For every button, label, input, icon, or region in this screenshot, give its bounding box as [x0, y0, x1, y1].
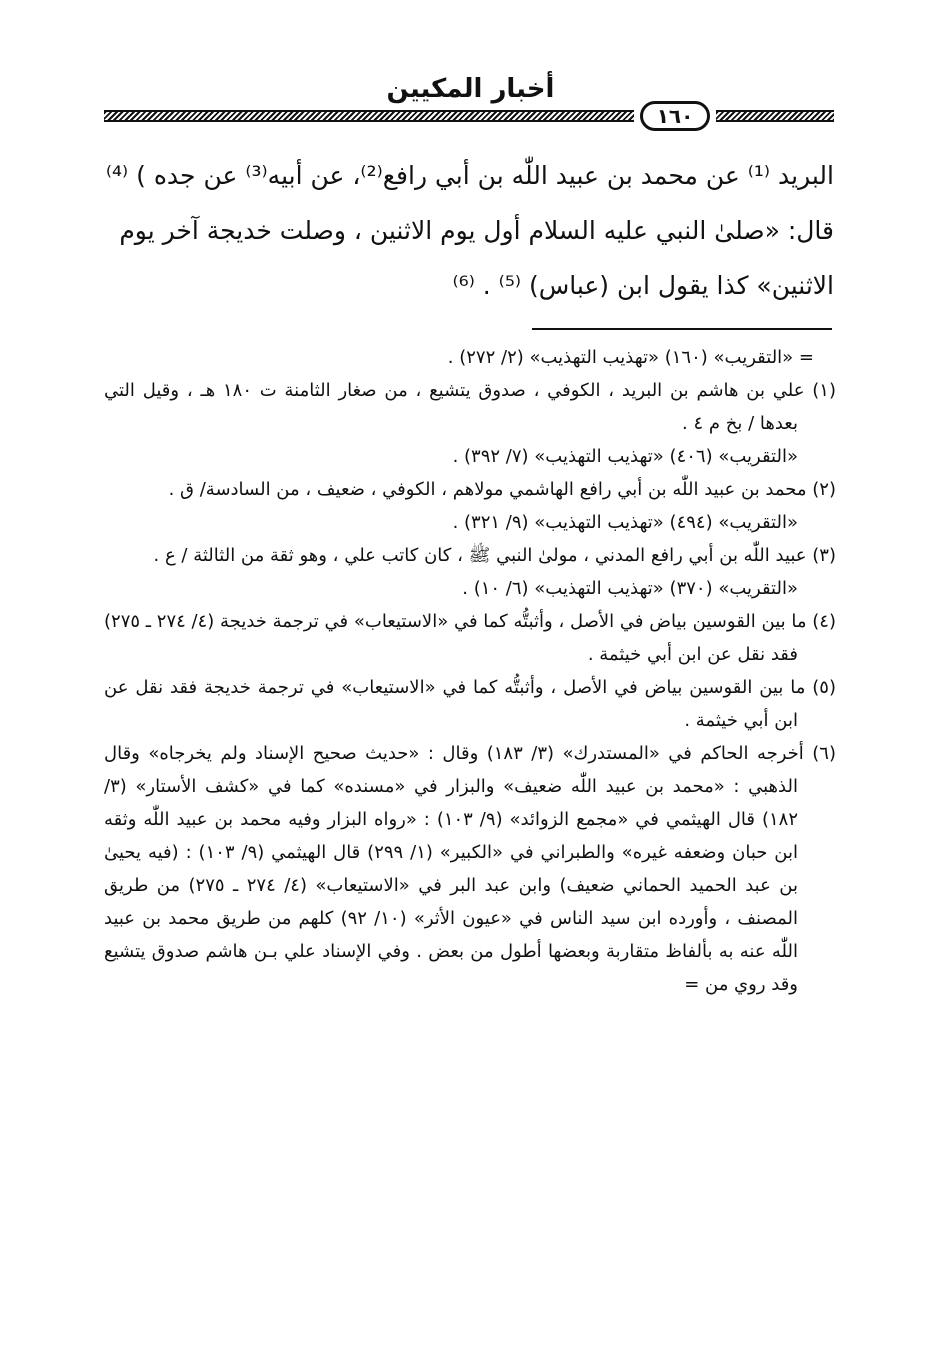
main-text-line: قال: «صلىٰ النبي عليه السلام أول يوم الاثنين ، وصلت خديجة آخر يوم	[119, 216, 834, 245]
header-rule-right	[716, 110, 834, 122]
footnote-reference: «التقريب» (٣٧٠) «تهذيب التهذيب» (٦/ ١٠) .	[462, 578, 798, 599]
footnotes	[104, 341, 836, 1001]
main-text-line: البريد ⁽¹⁾ عن محمد بن عبيد اللّٰه بن أبي رافع⁽²⁾، عن أبيه⁽³⁾ عن جده ) ⁽⁴⁾	[105, 161, 834, 190]
main-text-line: الاثنين» كذا يقول ابن (عباس) ⁽⁵⁾ . ⁽⁶⁾	[452, 271, 834, 300]
footnote-separator	[532, 328, 832, 330]
page-number: ١٦٠	[640, 101, 710, 131]
footnote: (٥) ما بين القوسين بياض في الأصل ، وأثبتُّه كما في «الاستيعاب» في ترجمة خديجة فقد نقل عن ابن أبي خيثمة .	[104, 677, 836, 731]
footnote: (٦) أخرجه الحاكم في «المستدرك» (٣/ ١٨٣) وقال : «حديث صحيح الإسناد ولم يخرجاه» وقال الذهبي : «محمد بن عبيد اللّٰه ضعيف» والبزار في «مسنده» كما في «كشف الأستار» (٣/ ١٨٢) قال الهيثمي في «مجمع الزوائد» (٩/ ١٠٣) : «رواه البزار وفيه محمد بن عبيد اللّٰه وثقه ابن حبان وضعفه غيره» والطبراني في «الكبير» (١/ ٢٩٩) قال الهيثمي (٩/ ١٠٣) : (فيه يحيىٰ بن عبد الحميد الحماني ضعيف) وابن عبد البر في «الاستيعاب» (٤/ ٢٧٤ ـ ٢٧٥) من طريق المصنف ، وأورده ابن سيد الناس في «عيون الأثر» (١٠/ ٩٢) كلهم من طريق محمد بن عبيد اللّٰه عنه به بألفاظ متقاربة وبعضها أطول من بعض . وفي الإسناد علي بـن هاشم صدوق يتشيع وقد روي من =	[104, 743, 836, 995]
main-text	[104, 148, 834, 313]
footnote-reference: «التقريب» (٤٩٤) «تهذيب التهذيب» (٩/ ٣٢١) .	[452, 512, 798, 533]
footnote: (١) علي بن هاشم بن البريد ، الكوفي ، صدوق يتشيع ، من صغار الثامنة ت ١٨٠ هـ ، وقيل التي بعدها / بخ م ٤ .	[104, 380, 836, 434]
footnote: (٢) محمد بن عبيد اللّٰه بن أبي رافع الهاشمي مولاهم ، الكوفي ، ضعيف ، من السادسة/ ق .	[168, 479, 836, 500]
footnote: (٣) عبيد اللّٰه بن أبي رافع المدني ، مولىٰ النبي ﷺ ، كان كاتب علي ، وهو ثقة من الثالثة / ع .	[153, 545, 836, 566]
footnote: = «التقريب» (١٦٠) «تهذيب التهذيب» (٢/ ٢٧٢) .	[447, 347, 814, 368]
header-rule-left	[104, 110, 634, 122]
book-title: أخبار المكيين	[386, 74, 555, 104]
footnote-reference: «التقريب» (٤٠٦) «تهذيب التهذيب» (٧/ ٣٩٢) .	[452, 446, 798, 467]
footnote: (٤) ما بين القوسين بياض في الأصل ، وأثبتُّه كما في «الاستيعاب» في ترجمة خديجة (٤/ ٢٧٤ ـ ٢٧٥) فقد نقل عن ابن أبي خيثمة .	[104, 611, 836, 665]
